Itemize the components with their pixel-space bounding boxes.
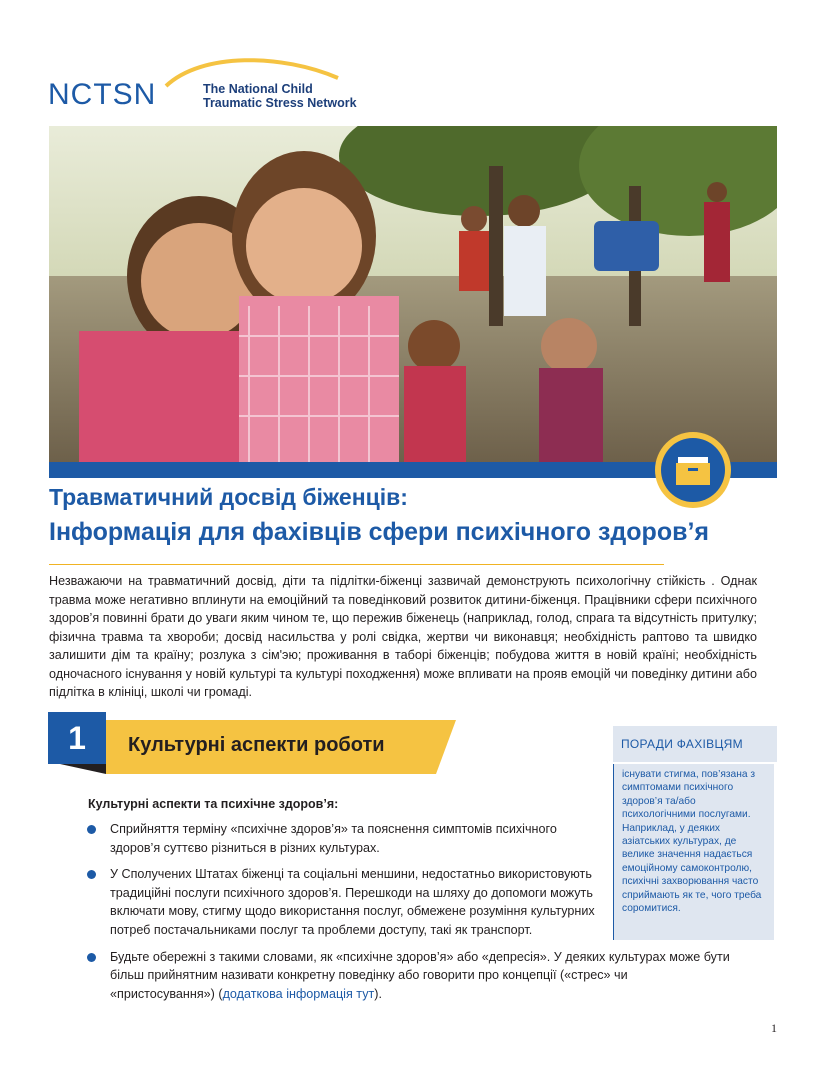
intro-paragraph: Незважаючи на травматичний досвід, діти та підлітки-біженці зазвичай демонструють психологічну стійкість . Однак травма може негативно вплинути на емоційний та поведінковий розвиток дитини-біженця. Працівники сфери психічного здоров’я повинні брати до уваги яким чином те, що пережив біженець (наприклад, голод, спрага та відсутність притулку; фізична травма та хвороби; досвід насильства у ролі свідка, жертви чи виконавця; необхідність раптово та швидко залишити дім та країну; розлука з сім'эю; проживання в таборі біженців; побудова життя в новій країні; необхідність одночасного існування у новій культурі та культурі походження) може впливати на прояв емоцій чи поведінку дитини або підлітка в клініці, школі чи громаді.	[49, 574, 757, 699]
logo-text: The National Child Traumatic Stress Network	[203, 82, 357, 110]
logo-mark: NCTSN	[48, 78, 157, 111]
page-title-line1: Травматичний досвід біженців:	[49, 484, 408, 510]
bullet-icon	[87, 825, 96, 834]
badge	[655, 432, 731, 508]
section-title: Культурні аспекти роботи	[128, 734, 385, 756]
tips-text: існувати стигма, пов’язана з симптомами психічного здоров’я та/або психологічними послугами. Наприклад, у деяких азіатських культурах, де велике значення надається емоційному самоконтролю, психічні захворювання часто сприймають як те, чого треба соромитися.	[622, 769, 762, 915]
page-number: 1	[771, 1021, 777, 1035]
section-number-tail	[60, 764, 106, 774]
tips-sidebar	[613, 726, 777, 940]
bullet-icon	[87, 953, 96, 962]
list-item: Сприйняття терміну «психічне здоров’я» та пояснення симптомів психічного здоров’я суттєво різниться в різних культурах.	[85, 820, 595, 857]
section-number: 1	[48, 712, 106, 764]
list-item: У Сполучених Штатах біженці та соціальні меншини, недостатньо використовують традиційні послуги психічного здоров’я. Перешкоди на шляху до допомоги можуть включати мову, стигму щодо використання послуг, обмежене розуміння культурних потреб постачальниками послуг та проблеми доступу, такі як транспорт.	[85, 865, 595, 939]
page-title-line2: Інформація для фахівців сфери психічного здоров’я	[49, 518, 709, 546]
list-item: Будьте обережні з такими словами, як «психічне здоров’я» або «депресія». У деяких культурах може бути більш прийнятним називати конкретну поведінку або говорити про концепції («стрес» чи «пристосування») (додаткова інформація тут).	[85, 948, 735, 1004]
more-info-link[interactable]: додаткова інформація тут	[222, 986, 375, 1001]
title-divider	[49, 564, 664, 565]
tips-heading: ПОРАДИ ФАХІВЦЯМ	[613, 726, 777, 762]
file-box-icon	[661, 438, 725, 502]
hero-photo	[49, 126, 777, 464]
bullet-icon	[87, 870, 96, 879]
section-subheading: Культурні аспекти та психічне здоров’я:	[88, 797, 339, 811]
